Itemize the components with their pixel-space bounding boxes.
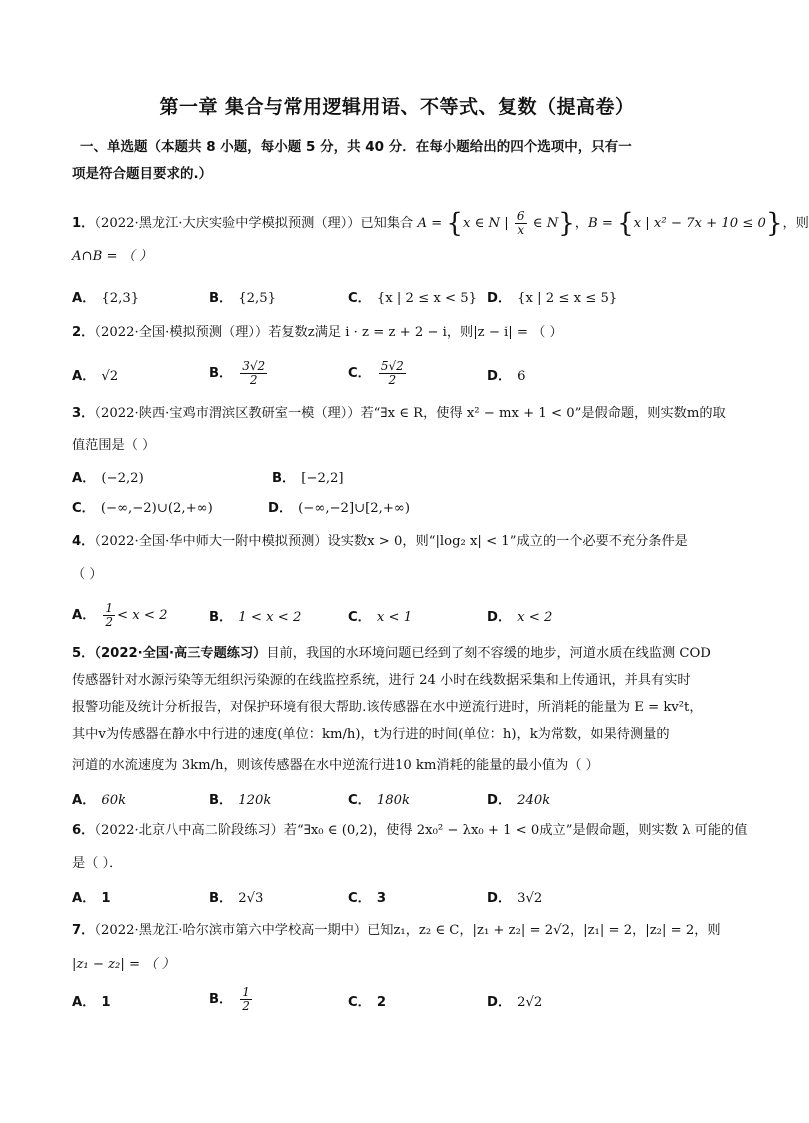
question-3	[72, 405, 726, 423]
q1-set-a-label: A =	[417, 216, 447, 231]
q6-number: 6．	[72, 823, 95, 838]
q7-line2: |z₁ − z₂| = （ ）	[72, 957, 175, 972]
q3-option-c: C． (−∞,−2)∪(2,+∞)	[72, 501, 213, 516]
q1-line2: A∩B = （ ）	[72, 249, 153, 264]
q1-source: （2022·黑龙江·大庆实验中学模拟预测（理））	[94, 216, 361, 231]
q4-option-d: D． x < 2	[487, 610, 553, 625]
q1-fraction: $\frac{6}{x}$	[516, 209, 525, 237]
question-2	[72, 324, 563, 342]
q7-text: 已知z₁，z₂ ∈ C，|z₁ + z₂| = 2√2，|z₁| = 2，|z₂| = 2，则	[367, 923, 721, 938]
q3-option-b: B． [−2,2]	[272, 471, 344, 486]
q3-option-d: D． (−∞,−2]∪[2,+∞)	[268, 501, 411, 516]
section-heading-line1: 一、单选题（本题共 8 小题，每小题 5 分，共 40 分．在每小题给出的四个选项中，只有一	[80, 139, 632, 155]
q3-source: （2022·陕西·宝鸡市渭滨区教研室一模（理））	[94, 406, 361, 421]
q6-option-c: C． 3	[348, 891, 387, 906]
q1-number: 1．	[72, 216, 95, 231]
q5-source: （2022·全国·高三专题练习）	[94, 646, 267, 661]
q3-line2: 值范围是（ ）	[72, 438, 156, 453]
q4-option-a: A． $\frac{1}{2}$ < x < 2	[72, 601, 168, 629]
q1-option-c: C． {x | 2 ≤ x < 5}	[348, 291, 478, 306]
q1-option-b: B． {2,5}	[209, 291, 277, 306]
q1-option-d: D． {x | 2 ≤ x ≤ 5}	[487, 291, 618, 306]
question-6	[72, 822, 747, 840]
q7-option-c: C． 2	[348, 995, 387, 1010]
q7-source: （2022·黑龙江·哈尔滨市第六中学校高一期中）	[94, 923, 368, 938]
q5-line5: 河道的水流速度为 3km/h，则该传感器在水中逆流行进10 km消耗的能量的最小值为（ ）	[72, 758, 599, 773]
question-4	[72, 533, 688, 551]
q5-option-c: C． 180k	[348, 793, 411, 808]
q3-option-a: A． (−2,2)	[72, 471, 144, 486]
q6-option-b: B． 2√3	[209, 891, 264, 906]
q1-then: ，则	[782, 216, 809, 231]
question-5	[72, 645, 711, 663]
q5-number: 5．	[72, 646, 95, 661]
q2-option-a: A． √2	[72, 369, 119, 384]
q3-text: 若“∃x ∈ R，使得 x² − mx + 1 < 0”是假命题，则实数m的取	[360, 406, 726, 421]
q1-option-a: A． {2,3}	[72, 291, 140, 306]
q2-option-c: C． $\frac{5√2}{2}$	[348, 359, 404, 387]
q1-set-a-tail: ∈ N	[528, 216, 559, 231]
q6-source: （2022·北京八中高二阶段练习）	[94, 823, 284, 838]
question-7	[72, 922, 721, 940]
page-title: 第一章 集合与常用逻辑用语、不等式、复数（提高卷）	[159, 96, 635, 118]
q2-source: （2022·全国·模拟预测（理））	[94, 325, 269, 340]
q6-line2: 是（ ）．	[72, 856, 123, 871]
q4-text: 设实数x > 0，则“|log₂ x| < 1”成立的一个必要不充分条件是	[327, 534, 688, 549]
q3-number: 3．	[72, 406, 95, 421]
q2-option-b: B． $\frac{3√2}{2}$	[209, 359, 266, 387]
q6-option-a: A． 1	[72, 891, 111, 906]
q5-line4: 其中v为传感器在静水中行进的速度(单位：km/h)，t为行进的时间(单位：h)，k为常数，如果待测量的	[72, 727, 670, 742]
q6-text: 若“∃x₀ ∈ (0,2)，使得 2x₀² − λx₀ + 1 < 0成立”是假命题，则实数 λ 可能的值	[283, 823, 748, 838]
q4-option-b: B． 1 < x < 2	[209, 610, 302, 625]
q5-option-a: A． 60k	[72, 793, 127, 808]
q7-option-a: A． 1	[72, 995, 111, 1010]
q4-number: 4．	[72, 534, 95, 549]
q2-text: 若复数z满足 i · z = z + 2 − i，则|z − i| = （ ）	[268, 325, 563, 340]
q5-option-b: B． 120k	[209, 793, 272, 808]
q5-line3: 报警功能及统计分析报告，对保护环境有很大帮助.该传感器在水中逆流行进时，所消耗的能量为 E = kv²t，	[72, 700, 703, 715]
q5-option-d: D． 240k	[487, 793, 551, 808]
q7-option-d: D． 2√2	[487, 995, 543, 1010]
q1-text: 已知集合	[360, 216, 414, 231]
q7-option-b: B． $\frac{1}{2}$	[209, 985, 250, 1013]
q2-number: 2．	[72, 325, 95, 340]
q4-source: （2022·全国·华中师大一附中模拟预测）	[94, 534, 328, 549]
q4-line2: （ ）	[72, 567, 103, 582]
q1-set-a-inner: x ∈ N |	[462, 216, 513, 231]
q5-line2: 传感器针对水源污染等无组织污染源的在线监控系统，进行 24 小时在线数据采集和上传通讯，并具有实时	[72, 673, 691, 688]
q4-option-c: C． x < 1	[348, 610, 413, 625]
q1-set-b-label: B =	[587, 216, 618, 231]
question-1: 1．（2022·黑龙江·大庆实验中学模拟预测（理））已知集合 A = {x ∈ N | $\frac{6}{x}$ ∈ N}，B = {x | x² − 7x + 10 ≤ 0}，则	[72, 208, 809, 239]
q2-option-d: D． 6	[487, 369, 526, 384]
q1-set-b-inner: x | x² − 7x + 10 ≤ 0	[633, 216, 766, 231]
q7-number: 7．	[72, 923, 95, 938]
q5-line1: 目前，我国的水环境问题已经到了刻不容缓的地步，河道水质在线监测 COD	[266, 646, 711, 661]
section-heading-line2: 项是符合题目要求的.）	[72, 166, 213, 182]
q6-option-d: D． 3√2	[487, 891, 543, 906]
